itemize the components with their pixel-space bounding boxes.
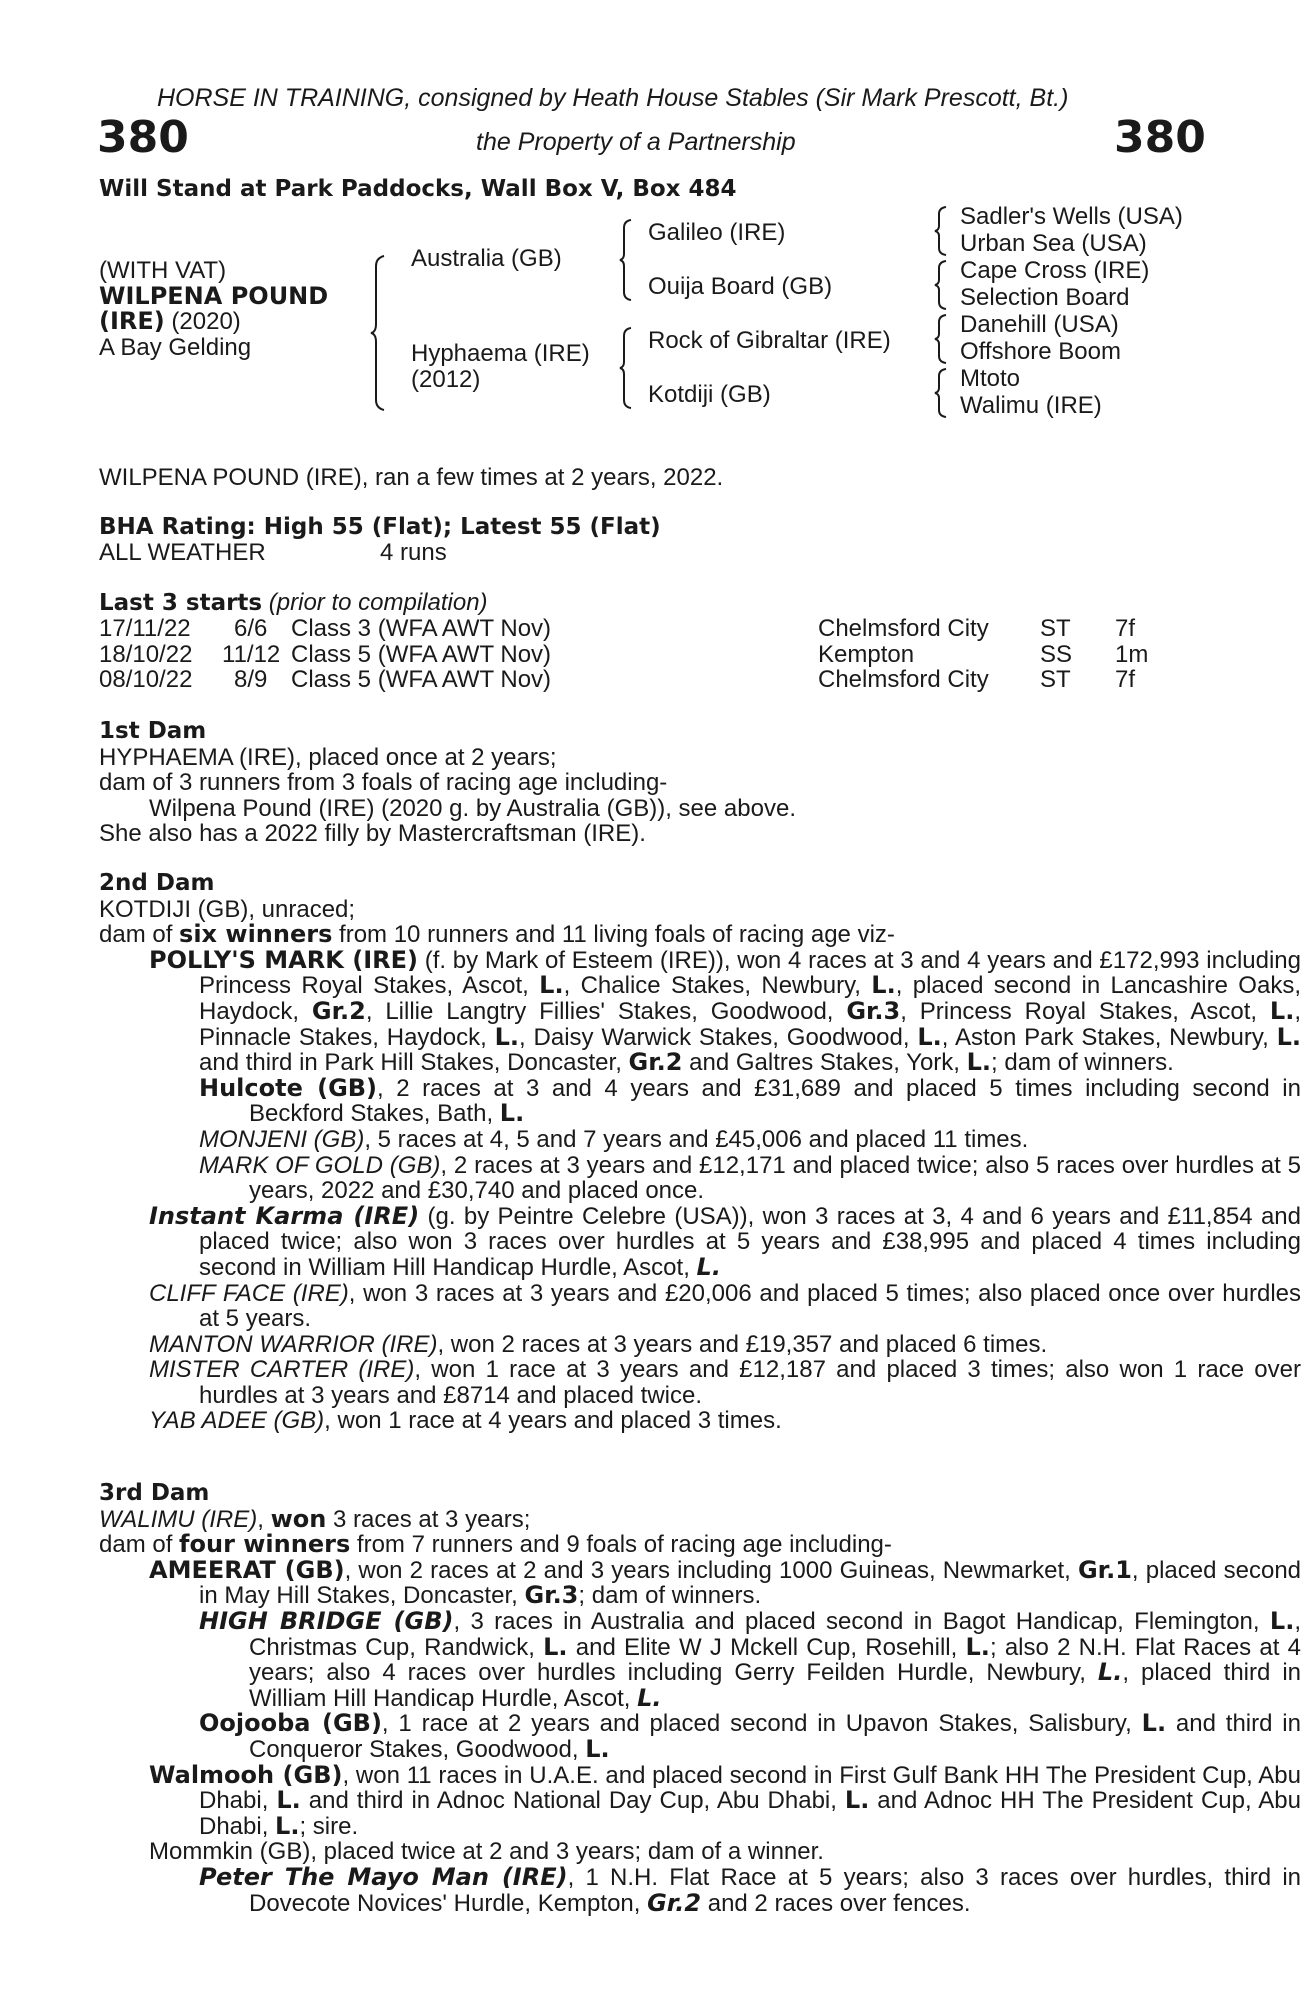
start-race: Class 5 (WFA AWT Nov) [291,640,552,668]
pedigree-gen3-1: Sadler's Wells (USA) [960,203,1183,230]
table-row [99,667,1199,693]
lot-number-left: 380 [97,112,189,163]
horse-name: WILPENA POUND [99,281,329,310]
start-going: ST [1040,666,1071,694]
pedigree-gen2-3: Rock of Gibraltar (IRE) [648,327,891,354]
pedigree-sire: Australia (GB) [411,245,562,272]
horse-origin: (IRE) [99,307,165,336]
start-course: Chelmsford City [818,615,989,642]
third-dam-line: WALIMU (IRE), won 3 races at 3 years; [99,1504,531,1533]
produce-walmooh: Walmooh (GB), won 11 races in U.A.E. and placed second in First Gulf Bank HH The President Cup, Abu Dhabi, L. and third in Adnoc National Day Cup, Abu Dhabi, L. and Adnoc HH The President Cup, Abu Dhabi, L.; sire. [149,1760,1302,1840]
pedigree-gen2-2: Ouija Board (GB) [648,273,833,300]
produce-yab-adee: YAB ADEE (GB), won 1 race at 4 years and placed 3 times. [149,1407,782,1435]
produce-hulcote: Hulcote (GB), 2 races at 3 and 4 years and £31,689 and placed 5 times including second in Beckford Stakes, Bath, L. [199,1073,1301,1128]
pedigree-gen3-7: Mtoto [960,365,1021,392]
vat-label: (WITH VAT) [99,257,227,284]
start-race: Class 3 (WFA AWT Nov) [291,615,552,642]
produce-mark-of-gold: MARK OF GOLD (GB), 2 races at 3 years and £12,171 and placed twice; also 5 races over hurdles at 5 years, 2022 and £30,740 and placed once. [199,1151,1301,1205]
pedigree-brace-main [370,254,392,412]
last-starts-note: (prior to compilation) [268,589,488,616]
start-distance: 7f [1115,615,1136,642]
first-dam-title: 1st Dam [99,718,207,744]
produce-pollys-mark: POLLY'S MARK (IRE) (f. by Mark of Esteem (IRE)), won 4 races at 3 and 4 years and £172,993 including Princess Royal Stakes, Ascot, L., Chalice Stakes, Newbury, L., placed second in Lancashire Oaks, Haydock, Gr.2, Lillie Langtry Fillies' Stakes, Goodwood, Gr.3, Princess Royal Stakes, Ascot, L., Pinnacle Stakes, Haydock, L., Daisy Warwick Stakes, Goodwood, L., Aston Park Stakes, Newbury, L. and third in Park Hill Stakes, Doncaster, Gr.2 and Galtres Stakes, York, L.; dam of winners. [149,945,1302,1077]
produce-monjeni: MONJENI (GB), 5 races at 4, 5 and 7 years and £45,006 and placed 11 times. [199,1125,1029,1153]
rating-title: BHA Rating: High 55 (Flat); Latest 55 (Flat) [99,514,661,540]
produce-manton-warrior: MANTON WARRIOR (IRE), won 2 races at 3 years and £19,357 and placed 6 times. [149,1330,1048,1358]
horse-description: A Bay Gelding [99,333,252,361]
last-starts-heading [99,590,488,617]
pedigree-dam: Hyphaema (IRE) [411,340,590,367]
produce-high-bridge: HIGH BRIDGE (GB), 3 races in Australia and placed second in Bagot Handicap, Flemington, L., Christmas Cup, Randwick, L. and Elite W J Mckell Cup, Rosehill, L.; also 2 N.H. Flat Races at 4 years; also 4 races over hurdles including Gerry Feilden Hurdle, Newbury, L., placed third in William Hill Handicap Hurdle, Ascot, L. [199,1606,1301,1712]
produce-cliff-face: CLIFF FACE (IRE), won 3 races at 3 years and £20,006 and placed 5 times; also placed once over hurdles at 5 years. [149,1279,1302,1333]
pedigree-brace-sire [619,218,637,302]
pedigree-brace-dam [619,326,637,410]
third-dam-line: dam of four winners from 7 runners and 9 foals of racing age including- [99,1530,892,1559]
produce-instant-karma: Instant Karma (IRE) (g. by Peintre Celebre (USA)), won 3 races at 3, 4 and 6 years and £11,854 and placed twice; also won 3 races over hurdles at 5 years and £38,995 and placed 4 times including second in William Hill Handicap Hurdle, Ascot, L. [149,1201,1302,1281]
pedigree-gen3-6: Offshore Boom [960,338,1121,365]
pedigree-brace-g3-4 [934,367,950,419]
start-position: 11/12 [222,640,281,668]
start-distance: 7f [1115,666,1136,694]
start-course: Kempton [818,640,915,668]
first-dam-line: HYPHAEMA (IRE), placed once at 2 years; [99,743,557,771]
first-dam-produce: Wilpena Pound (IRE) (2020 g. by Australia (GB)), see above. [149,794,796,822]
rating-surface: ALL WEATHER [99,539,266,566]
produce-ameerat: AMEERAT (GB), won 2 races at 2 and 3 years including 1000 Guineas, Newmarket, Gr.1, placed second in May Hill Stakes, Doncaster, Gr.3; dam of winners. [149,1555,1302,1610]
last-starts-table [99,616,1199,693]
start-date: 18/10/22 [99,640,193,668]
start-position: 6/6 [234,615,268,642]
pedigree-brace-g3-2 [934,259,950,311]
first-dam-line: dam of 3 runners from 3 foals of racing age including- [99,769,668,797]
second-dam-title: 2nd Dam [99,870,215,896]
horse-year: (2020) [171,308,241,336]
pedigree-gen3-2: Urban Sea (USA) [960,230,1147,257]
second-dam-section [99,870,1301,1434]
pedigree-brace-g3-3 [934,313,950,365]
produce-oojooba: Oojooba (GB), 1 race at 2 years and placed second in Upavon Stakes, Salisbury, L. and third in Conqueror Stakes, Goodwood, L. [199,1709,1301,1763]
third-dam-section [99,1480,1301,1916]
pedigree-gen3-4: Selection Board [960,284,1130,311]
pedigree-gen2-1: Galileo (IRE) [648,219,786,246]
pedigree-dam-year: (2012) [411,366,481,393]
start-date: 17/11/22 [99,615,191,642]
pedigree-gen3-5: Danehill (USA) [960,311,1119,338]
start-position: 8/9 [234,666,268,694]
consignor-line: HORSE IN TRAINING, consigned by Heath House Stables (Sir Mark Prescott, Bt.) [157,84,1069,112]
location-line: Will Stand at Park Paddocks, Wall Box V, Box 484 [99,176,737,202]
property-line: the Property of a Partnership [476,128,796,156]
start-course: Chelmsford City [818,666,989,694]
start-distance: 1m [1115,640,1149,668]
table-row [99,642,1199,668]
pedigree-gen3-8: Walimu (IRE) [960,392,1102,419]
start-race: Class 5 (WFA AWT Nov) [291,666,552,694]
horse-identity [99,258,328,360]
lot-number-right: 380 [1114,112,1206,163]
produce-mister-carter: MISTER CARTER (IRE), won 1 race at 3 years and £12,187 and placed 3 times; also won 1 race over hurdles at 3 years and £8714 and placed twice. [149,1356,1301,1409]
start-date: 08/10/22 [99,666,193,694]
table-row [99,616,1199,642]
first-dam-line: She also has a 2022 filly by Mastercraftsman (IRE). [99,820,646,848]
second-dam-line: KOTDIJI (GB), unraced; [99,895,356,923]
third-dam-title: 3rd Dam [99,1480,210,1506]
pedigree-brace-g3-1 [934,205,950,257]
start-going: SS [1040,640,1073,668]
pedigree-gen2-4: Kotdiji (GB) [648,381,771,408]
produce-mommkin: Mommkin (GB), placed twice at 2 and 3 years; dam of a winner. [149,1838,824,1866]
second-dam-line: dam of six winners from 10 runners and 11 living foals of racing age viz- [99,920,895,949]
race-summary: WILPENA POUND (IRE), ran a few times at 2 years, 2022. [99,464,724,491]
produce-peter-the-mayo-man: Peter The Mayo Man (IRE), 1 N.H. Flat Race at 5 years; also 3 races over hurdles, third in Dovecote Novices' Hurdle, Kempton, Gr.2 and 2 races over fences. [199,1862,1302,1917]
rating-runs: 4 runs [380,539,447,566]
pedigree-gen3-3: Cape Cross (IRE) [960,257,1150,284]
first-dam-section [99,718,796,847]
start-going: ST [1040,615,1071,642]
last-starts-title: Last 3 starts [99,590,263,616]
